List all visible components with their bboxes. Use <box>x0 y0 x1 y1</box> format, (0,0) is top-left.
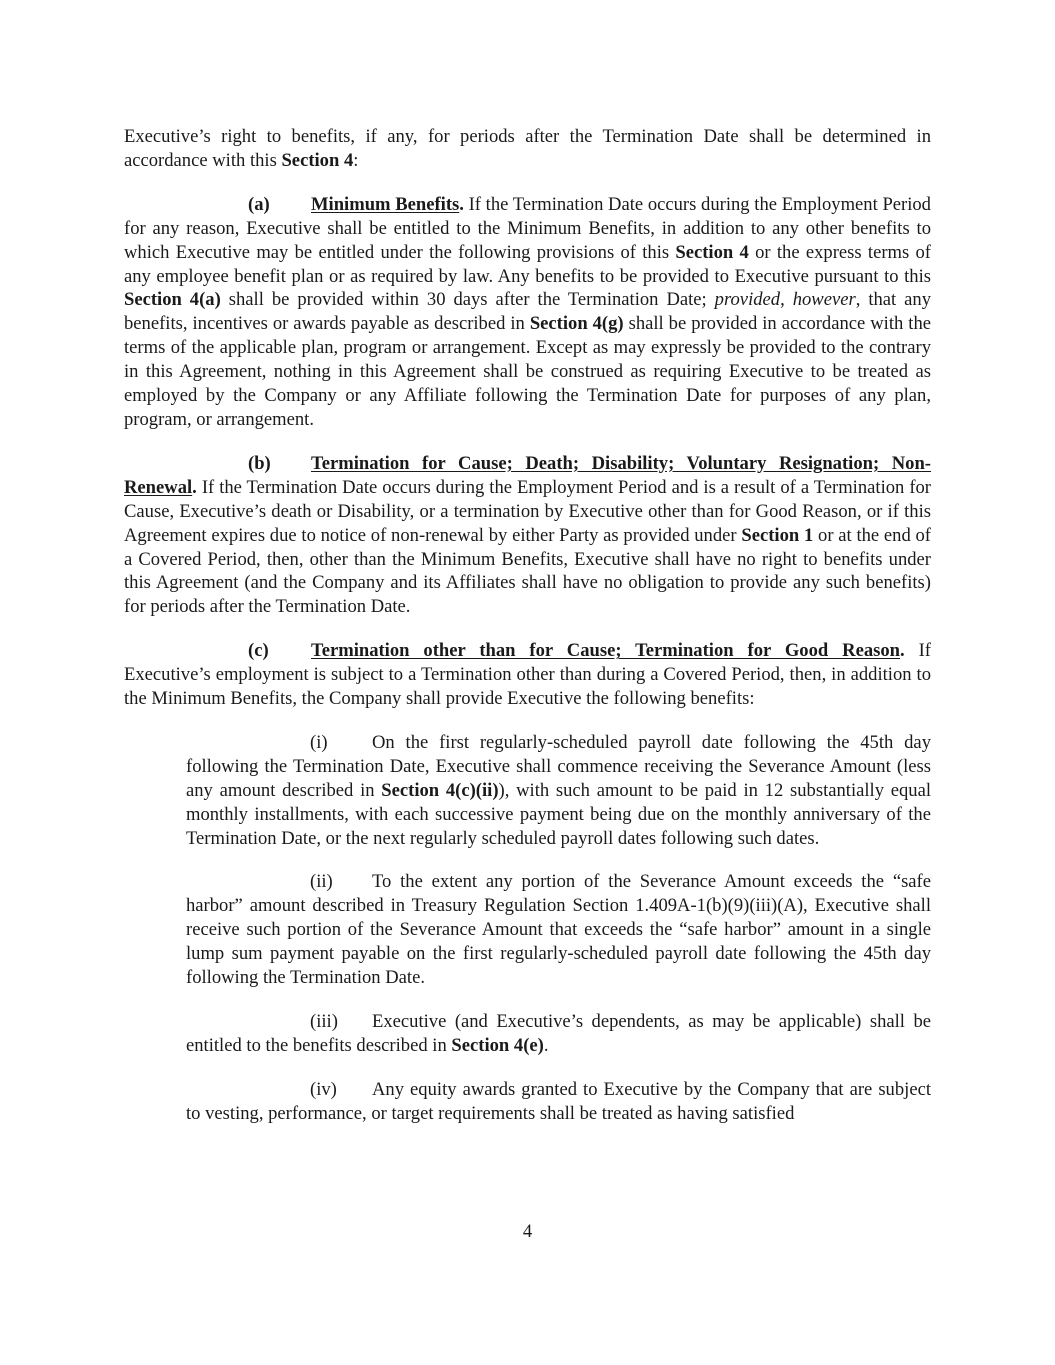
subparagraph-iii <box>186 1010 931 1058</box>
subparagraph-text: Executive (and Executive’s dependents, as may be applicable) shall be entitled to the benefits described in <box>186 1011 931 1056</box>
subparagraph-i <box>186 731 931 851</box>
paragraph-label: (b) <box>248 452 271 474</box>
subparagraph-label: (ii) <box>310 871 333 893</box>
subparagraph-text: On the first regularly-scheduled payroll date following the 45th day following the Termination Date, Executive shall commence receiving the Severance Amount (less any amount described in <box>186 731 931 801</box>
subparagraph-label: (i) <box>310 731 328 753</box>
section-reference: Section 4 <box>675 241 749 263</box>
italic-term: provided <box>714 289 781 311</box>
subparagraph-ii <box>186 870 931 990</box>
paragraph-text: or the express terms of any employee benefit plan or as required by law. Any benefits to be provided to Executive pursuant to this <box>124 241 931 287</box>
paragraph-heading <box>311 194 464 215</box>
subparagraph-label: (iv) <box>310 1078 337 1100</box>
document-page <box>124 125 931 1146</box>
heading-period: . <box>459 193 464 215</box>
section-reference: Section 4(a) <box>124 289 221 311</box>
page-number: 4 <box>522 1221 533 1242</box>
paragraph-text: , that any benefits, incentives or awards payable as described in <box>124 289 932 335</box>
paragraph-text: or at the end of a Covered Period, then, other than the Minimum Benefits, Executive shall have no right to benefits under this Agreement (and the Company and its Affiliates shall have no obligation to provide any such benefits) for periods after the Termination Date. <box>124 524 932 618</box>
italic-term: however <box>792 289 856 311</box>
intro-text: Executive’s right to benefits, if any, for periods after the Termination Date shall be determined in accordance with this <box>124 126 931 171</box>
paragraph-text: If the Termination Date occurs during the Employment Period and is a result of a Termination for Cause, Executive’s death or Disability, or a termination by Executive other than for Good Reason, or if this Agreement expires due to notice of non-renewal by either Party as provided under <box>124 476 931 546</box>
paragraph-heading-text: Minimum Benefits <box>311 193 460 215</box>
paragraph-heading-text: Termination other than for Cause; Termination for Good Reason <box>311 640 901 662</box>
paragraph-label: (c) <box>248 640 269 662</box>
paragraph-text: , <box>780 289 793 311</box>
intro-text-end: : <box>353 149 359 171</box>
section-reference: Section 4(c)(ii) <box>381 779 499 801</box>
subparagraph-text: Any equity awards granted to Executive by the Company that are subject to vesting, performance, or target requirements shall be treated as having satisfied <box>186 1078 931 1124</box>
paragraph-a <box>124 193 931 432</box>
subparagraph-iv <box>186 1078 931 1126</box>
paragraph-b <box>124 452 931 619</box>
paragraph-heading-text: Termination for Cause; Death; Disability; Voluntary Resignation; Non-Renewal <box>124 452 931 498</box>
paragraph-text: If Executive’s employment is subject to a Termination other than during a Covered Period, then, in addition to the Minimum Benefits, the Company shall provide Executive the following benefits: <box>124 640 931 710</box>
subparagraph-text: To the extent any portion of the Severance Amount exceeds the “safe harbor” amount described in Treasury Regulation Section 1.409A-1(b)(9)(iii)(A), Executive shall receive such portion of the Severance Amount that exceeds the “safe harbor” amount in a single lump sum payment payable on the first regularly-scheduled payroll date following the 45th day following the Termination Date. <box>186 871 931 989</box>
paragraph-text: shall be provided within 30 days after the Termination Date; <box>220 289 715 311</box>
heading-period: . <box>900 640 905 662</box>
subparagraph-label: (iii) <box>310 1011 338 1032</box>
section-reference: Section 4(g) <box>529 313 624 335</box>
paragraph-c <box>124 639 931 711</box>
intro-paragraph <box>124 125 931 173</box>
paragraph-text: shall be provided in accordance with the terms of the applicable plan, program or arrangement. Except as may expressly be provided to the contrary in this Agreement, nothing in this Agreement shall be construed as requiring Executive to be treated as employed by the Company or any Affiliate following the Termination Date for purposes of any plan, program, or arrangement. <box>124 313 932 430</box>
section-reference: Section 4 <box>281 149 354 171</box>
paragraph-text: If the Termination Date occurs during the Employment Period for any reason, Executive shall be entitled to the Minimum Benefits, in addition to any other benefits to which Executive may be entitled under the following provisions of this <box>124 193 931 263</box>
subparagraph-text: ), with such amount to be paid in 12 substantially equal monthly installments, with each successive payment being due on the monthly anniversary of the Termination Date, or the next regularly scheduled payroll dates following such dates. <box>186 779 931 849</box>
section-reference: Section 4(e) <box>451 1034 544 1056</box>
paragraph-heading <box>311 640 905 661</box>
paragraph-label: (a) <box>248 193 270 215</box>
heading-period: . <box>192 476 197 498</box>
section-reference: Section 1 <box>741 524 814 546</box>
subparagraph-text: . <box>543 1034 549 1056</box>
